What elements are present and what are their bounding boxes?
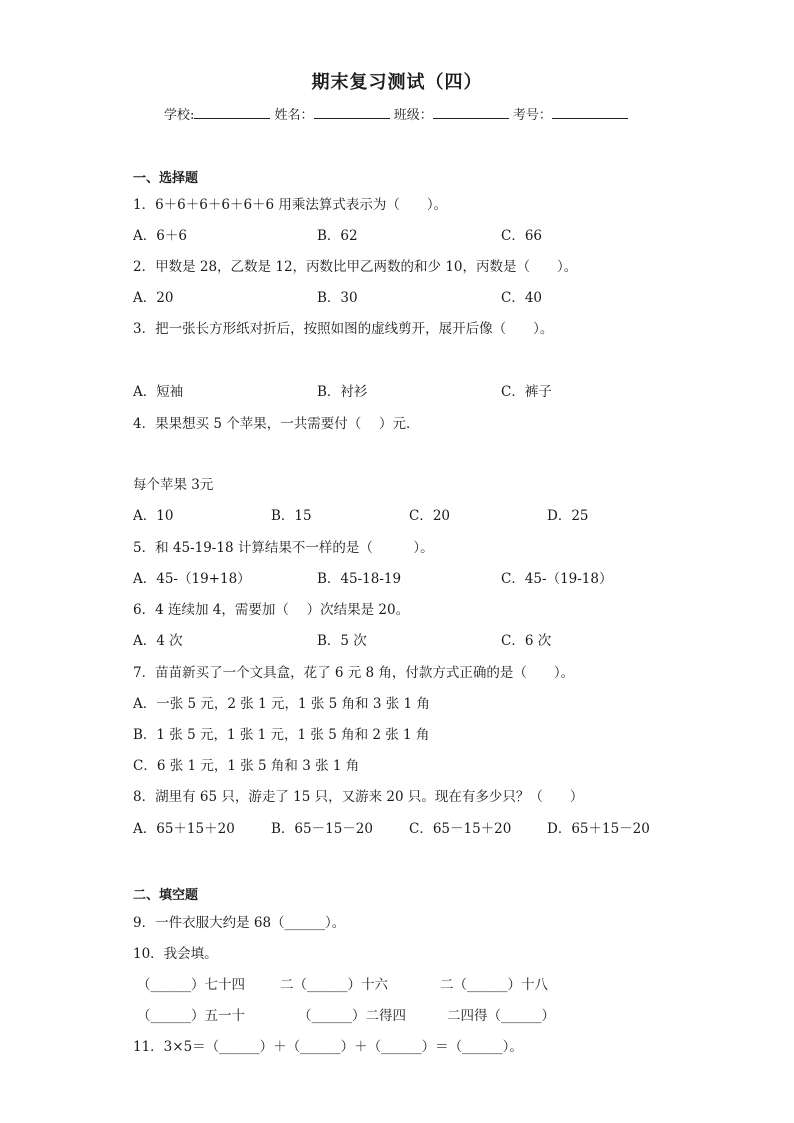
question-5: 5．和 45-19-18 计算结果不一样的是（ ）。 — [133, 540, 434, 556]
question-1: 1．6＋6＋6＋6＋6＋6 用乘法算式表示为（ ）。 — [133, 197, 448, 213]
q7-option-c: C．6 张 1 元，1 张 5 角和 3 张 1 角 — [133, 758, 360, 774]
question-4: 4．果果想买 5 个苹果，一共需要付（ ）元． — [133, 416, 420, 432]
school-label: 学校: — [164, 108, 195, 123]
q3-option-c: C．裤子 — [501, 384, 552, 400]
question-11: 11．3×5＝（______）＋（______）＋（______）＝（______）。 — [133, 1039, 523, 1055]
name-blank — [314, 104, 390, 119]
q10-blank-2: 二（______）十六 — [280, 977, 388, 993]
q6-option-b: B．5 次 — [317, 633, 367, 649]
q3-option-a: A．短袖 — [133, 384, 184, 400]
q3-option-b: B．衬衫 — [317, 384, 368, 400]
q6-option-c: C．6 次 — [501, 633, 552, 649]
school-blank — [194, 104, 270, 119]
student-info-row — [164, 104, 628, 123]
class-label: 班级： — [393, 108, 433, 123]
exam-no-label: 考号： — [512, 108, 552, 123]
page-title: 期末复习测试（四） — [311, 72, 483, 93]
q10-blank-5: （______）二得四 — [298, 1008, 406, 1024]
q5-option-a: A．45-（19+18） — [133, 571, 251, 587]
question-7: 7．苗苗新买了一个文具盒，花了 6 元 8 角，付款方式正确的是（ ）。 — [133, 665, 575, 681]
q4-option-c: C．20 — [409, 508, 451, 524]
q7-option-a: A．一张 5 元，2 张 1 元，1 张 5 角和 3 张 1 角 — [133, 696, 430, 712]
q8-option-d: D．65＋15－20 — [547, 821, 650, 837]
q10-blank-4: （______）五一十 — [137, 1008, 245, 1024]
q2-option-b: B．30 — [317, 290, 358, 306]
q1-option-c: C．66 — [501, 228, 543, 244]
q5-option-b: B．45-18-19 — [317, 571, 402, 587]
q4-option-a: A．10 — [133, 508, 174, 524]
q2-option-a: A．20 — [133, 290, 174, 306]
name-label: 姓名： — [274, 108, 314, 123]
q6-option-a: A．4 次 — [133, 633, 183, 649]
question-9: 9．一件衣服大约是 68（______）。 — [133, 915, 346, 931]
q2-option-c: C．40 — [501, 290, 543, 306]
question-8: 8．湖里有 65 只，游走了 15 只，又游来 20 只。现在有多少只？（ ） — [133, 789, 584, 805]
q1-option-a: A．6＋6 — [133, 228, 187, 244]
question-2: 2．甲数是 28，乙数是 12，丙数比甲乙两数的和少 10，丙数是（ ）。 — [133, 259, 578, 275]
q4-price-note: 每个苹果 3元 — [133, 477, 214, 493]
question-3: 3．把一张长方形纸对折后，按照如图的虚线剪开，展开后像（ ）。 — [133, 321, 554, 337]
q8-option-c: C．65－15＋20 — [409, 821, 512, 837]
q10-blank-6: 二四得（______） — [447, 1008, 555, 1024]
q4-option-b: B．15 — [271, 508, 312, 524]
q1-option-b: B．62 — [317, 228, 358, 244]
q8-option-a: A．65＋15＋20 — [133, 821, 235, 837]
exam-no-blank — [552, 104, 628, 119]
q5-option-c: C．45-（19-18） — [501, 571, 613, 587]
q4-option-d: D．25 — [547, 508, 589, 524]
section-heading-choice: 一、选择题 — [133, 171, 199, 186]
q8-option-b: B．65－15－20 — [271, 821, 373, 837]
q10-blank-1: （______）七十四 — [137, 977, 245, 993]
question-6: 6．4 连续加 4，需要加（ ）次结果是 20。 — [133, 602, 410, 618]
question-10: 10．我会填。 — [133, 946, 218, 962]
q10-blank-3: 二（______）十八 — [440, 977, 548, 993]
q7-option-b: B．1 张 5 元，1 张 1 元，1 张 5 角和 2 张 1 角 — [133, 727, 430, 743]
section-heading-fill: 二、填空题 — [133, 888, 199, 903]
class-blank — [433, 104, 509, 119]
